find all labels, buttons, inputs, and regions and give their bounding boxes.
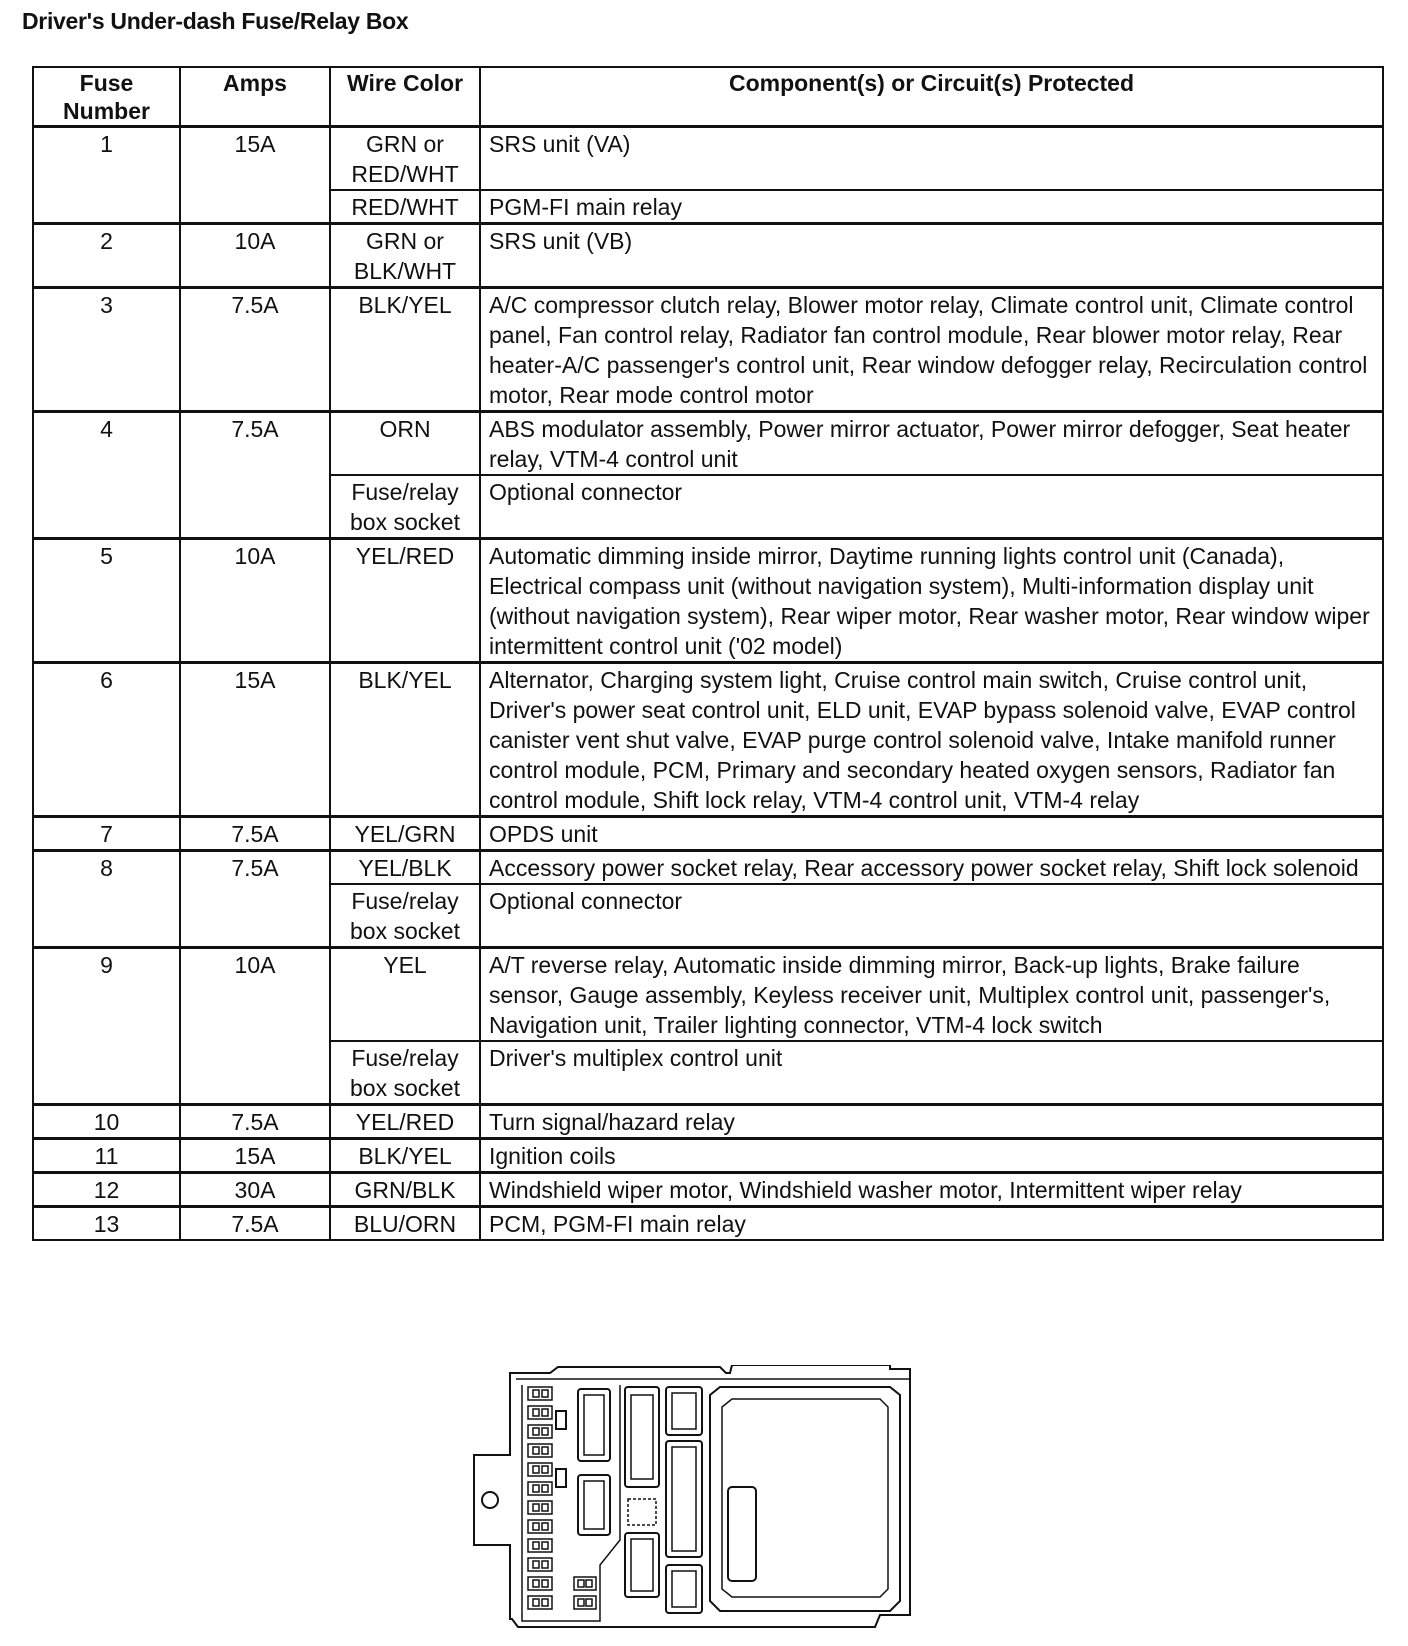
wire-color-cell: YEL: [330, 948, 480, 1042]
control-module-inner: [722, 1399, 888, 1597]
wire-color-cell: BLK/YEL: [330, 663, 480, 817]
relay-block: [666, 1387, 702, 1613]
wire-color-cell: ORN: [330, 412, 480, 476]
wire-color-cell: GRN or BLK/WHT: [330, 224, 480, 288]
components-cell: PCM, PGM-FI main relay: [480, 1207, 1383, 1241]
table-row: [33, 127, 1383, 191]
amps-cell: 7.5A: [180, 851, 330, 948]
wire-color-cell: GRN or RED/WHT: [330, 127, 480, 191]
wire-color-cell: BLK/YEL: [330, 1139, 480, 1173]
amps-cell: 10A: [180, 224, 330, 288]
components-cell: Optional connector: [480, 884, 1383, 948]
fuse-number-cell: 1: [33, 127, 180, 224]
fuse-number-cell: 2: [33, 224, 180, 288]
components-cell: Turn signal/hazard relay: [480, 1105, 1383, 1139]
components-cell: Driver's multiplex control unit: [480, 1041, 1383, 1105]
wire-color-cell: YEL/BLK: [330, 851, 480, 885]
components-cell: SRS unit (VA): [480, 127, 1383, 191]
col-header-fuse-number: Fuse Number: [33, 67, 180, 127]
control-module-outline: [710, 1387, 900, 1611]
table-row: [33, 224, 1383, 288]
amps-cell: 30A: [180, 1173, 330, 1207]
col-header-components: Component(s) or Circuit(s) Protected: [480, 67, 1383, 127]
small-tab: [556, 1469, 566, 1487]
fuse-box-diagram: [470, 1365, 940, 1635]
fuse-table: [32, 66, 1384, 1241]
components-cell: Windshield wiper motor, Windshield washer motor, Intermittent wiper relay: [480, 1173, 1383, 1207]
wire-color-cell: BLU/ORN: [330, 1207, 480, 1241]
mounting-hole-icon: [482, 1492, 498, 1508]
amps-cell: 10A: [180, 539, 330, 663]
table-row: [33, 851, 1383, 885]
components-cell: PGM-FI main relay: [480, 190, 1383, 224]
fuse-number-cell: 12: [33, 1173, 180, 1207]
amps-cell: 15A: [180, 1139, 330, 1173]
table-row: [33, 1207, 1383, 1241]
connector-socket: [728, 1487, 756, 1581]
table-row: [33, 412, 1383, 476]
amps-cell: 7.5A: [180, 1105, 330, 1139]
components-cell: OPDS unit: [480, 817, 1383, 851]
table-row: [33, 1173, 1383, 1207]
amps-cell: 7.5A: [180, 412, 330, 539]
components-cell: A/C compressor clutch relay, Blower motor relay, Climate control unit, Climate control panel, Fan control relay, Radiator fan control module, Rear blower motor relay, Rear heater-A/C passenger's control unit, Rear window defogger relay, Recirculation control motor, Rear mode control motor: [480, 288, 1383, 412]
components-cell: Ignition coils: [480, 1139, 1383, 1173]
amps-cell: 15A: [180, 127, 330, 224]
wire-color-cell: Fuse/relay box socket: [330, 884, 480, 948]
mini-fuse-pair: [574, 1577, 596, 1609]
amps-cell: 7.5A: [180, 288, 330, 412]
mini-fuse-column: [528, 1387, 552, 1609]
fuse-number-cell: 10: [33, 1105, 180, 1139]
table-row: [33, 1139, 1383, 1173]
amps-cell: 7.5A: [180, 1207, 330, 1241]
table-row: [33, 288, 1383, 412]
fuse-number-cell: 9: [33, 948, 180, 1105]
small-tab: [556, 1411, 566, 1429]
fuse-number-cell: 6: [33, 663, 180, 817]
wire-color-cell: YEL/GRN: [330, 817, 480, 851]
wire-color-cell: Fuse/relay box socket: [330, 475, 480, 539]
fuse-number-cell: 4: [33, 412, 180, 539]
amps-cell: 7.5A: [180, 817, 330, 851]
components-cell: ABS modulator assembly, Power mirror actuator, Power mirror defogger, Seat heater relay, VTM-4 control unit: [480, 412, 1383, 476]
amps-cell: 10A: [180, 948, 330, 1105]
fuse-panel-outline: [522, 1385, 620, 1621]
wire-color-cell: YEL/RED: [330, 1105, 480, 1139]
relay-block: [625, 1387, 659, 1597]
fuse-number-cell: 3: [33, 288, 180, 412]
fuse-number-cell: 8: [33, 851, 180, 948]
components-cell: SRS unit (VB): [480, 224, 1383, 288]
fuse-number-cell: 11: [33, 1139, 180, 1173]
header-row: [33, 67, 1383, 127]
table-row: [33, 948, 1383, 1042]
components-cell: Automatic dimming inside mirror, Daytime running lights control unit (Canada), Electrical compass unit (without navigation system), Multi-information display unit (without navigation system), Rear wiper motor, Rear washer motor, Rear window wiper intermittent control unit ('02 model): [480, 539, 1383, 663]
components-cell: Accessory power socket relay, Rear accessory power socket relay, Shift lock solenoid: [480, 851, 1383, 885]
page-title: Driver's Under-dash Fuse/Relay Box: [22, 8, 409, 34]
relay-block: [578, 1389, 610, 1535]
fuse-number-cell: 5: [33, 539, 180, 663]
wire-color-cell: BLK/YEL: [330, 288, 480, 412]
components-cell: Optional connector: [480, 475, 1383, 539]
col-header-wire-color: Wire Color: [330, 67, 480, 127]
amps-cell: 15A: [180, 663, 330, 817]
wire-color-cell: Fuse/relay box socket: [330, 1041, 480, 1105]
wire-color-cell: YEL/RED: [330, 539, 480, 663]
table-row: [33, 663, 1383, 817]
wire-color-cell: RED/WHT: [330, 190, 480, 224]
table-row: [33, 817, 1383, 851]
table-row: [33, 539, 1383, 663]
fuse-number-cell: 7: [33, 817, 180, 851]
fuse-number-cell: 13: [33, 1207, 180, 1241]
components-cell: A/T reverse relay, Automatic inside dimming mirror, Back-up lights, Brake failure sensor, Gauge assembly, Keyless receiver unit, Multiplex control unit, passenger's, Navigation unit, Trailer lighting connector, VTM-4 lock switch: [480, 948, 1383, 1042]
table-row: [33, 1105, 1383, 1139]
col-header-amps: Amps: [180, 67, 330, 127]
wire-color-cell: GRN/BLK: [330, 1173, 480, 1207]
components-cell: Alternator, Charging system light, Cruise control main switch, Cruise control unit, Driver's power seat control unit, ELD unit, EVAP bypass solenoid valve, EVAP control canister vent shut valve, EVAP purge control solenoid valve, Intake manifold runner control module, PCM, Primary and secondary heated oxygen sensors, Radiator fan control module, Shift lock relay, VTM-4 control unit, VTM-4 relay: [480, 663, 1383, 817]
